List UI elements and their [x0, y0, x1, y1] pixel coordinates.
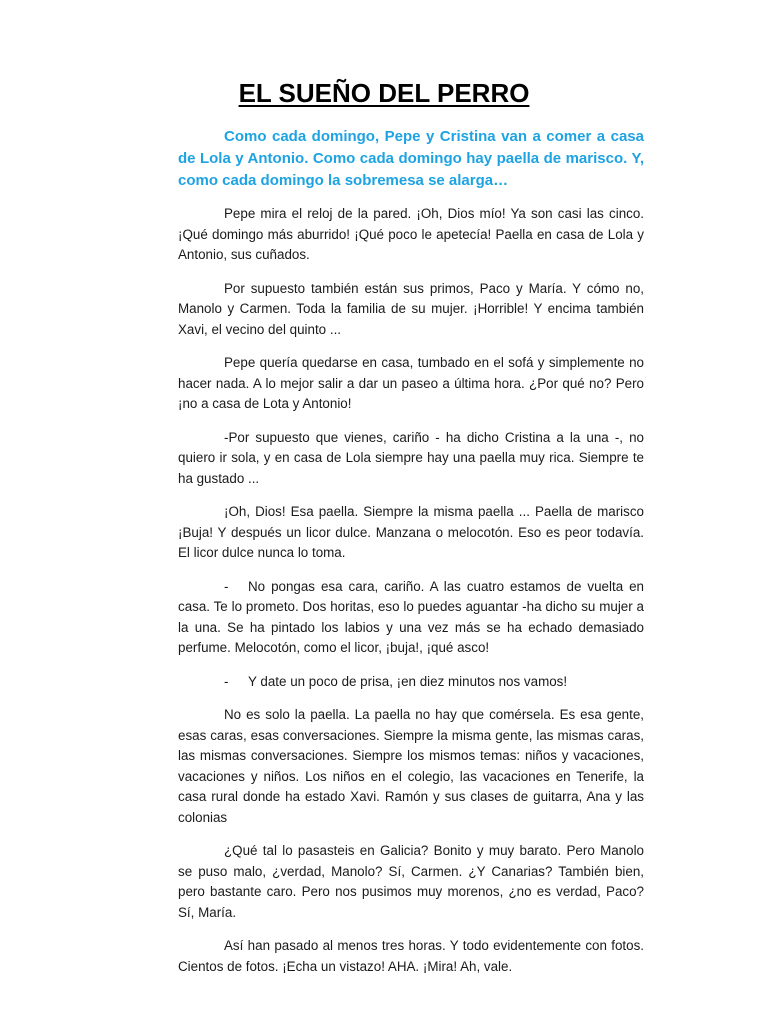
paragraph: ¿Qué tal lo pasasteis en Galicia? Bonito y muy barato. Pero Manolo se puso malo, ¿verdad, Manolo? Sí, Carmen. ¿Y Canarias? También bien, pero bastante caro. Pero nos pusimos muy morenos, ¿no es verdad, Paco? Sí, María.	[178, 843, 644, 920]
paragraph: No es solo la paella. La paella no hay que comérsela. Es esa gente, esas caras, esas conversaciones. Siempre la misma gente, las mismas caras, las mismas conversaciones. Siempre los mismos temas: niños y vacaciones, vacaciones y niños. Los niños en el colegio, las vacaciones en Tenerife, la casa rural donde ha estado Xavi. Ramón y sus clases de guitarra, Ana y las colonias	[178, 707, 644, 825]
document-title-text: EL SUEÑO DEL PERRO	[238, 78, 530, 108]
dash-marker: -	[224, 673, 229, 689]
paragraph: -Por supuesto que vienes, cariño - ha dicho Cristina a la una -, no quiero ir sola, y en casa de Lola siempre hay una paella muy rica. Siempre te ha gustado ...	[178, 429, 644, 486]
paragraph: Así han pasado al menos tres horas. Y todo evidentemente con fotos. Cientos de fotos. ¡Echa un vistazo! AHA. ¡Mira! Ah, vale.	[178, 938, 644, 974]
dialogue-text: No pongas esa cara, cariño. A las cuatro estamos de vuelta en casa. Te lo prometo. Dos horitas, eso lo puedes aguantar -ha dicho su mujer a la una. Se ha pintado los labios y una vez más se ha echado demasiado perfume. Melocotón, como el licor, ¡buja!, ¡qué asco!	[178, 578, 644, 655]
document-body	[178, 204, 644, 990]
dialogue-paragraph	[178, 672, 644, 693]
intro-paragraph: Como cada domingo, Pepe y Cristina van a comer a casa de Lola y Antonio. Como cada domingo hay paella de marisco. Y, como cada domingo la sobremesa se alarga…	[178, 128, 644, 189]
paragraph: Pepe quería quedarse en casa, tumbado en el sofá y simplemente no hacer nada. A lo mejor salir a dar un paseo a última hora. ¿Por qué no? Pero ¡no a casa de Lota y Antonio!	[178, 355, 644, 411]
dialogue-text: Y date un poco de prisa, ¡en diez minutos nos vamos!	[248, 673, 568, 689]
document-title	[0, 78, 768, 109]
dash-marker: -	[224, 578, 229, 594]
paragraph: Pepe mira el reloj de la pared. ¡Oh, Dios mío! Ya son casi las cinco. ¡Qué domingo más aburrido! ¡Qué poco le apetecía! Paella en casa de Lola y Antonio, sus cuñados.	[178, 206, 644, 262]
dialogue-paragraph	[178, 577, 644, 659]
paragraph: ¡Oh, Dios! Esa paella. Siempre la misma paella ... Paella de marisco ¡Buja! Y después un licor dulce. Manzana o melocotón. Eso es peor todavía. El licor dulce nunca lo toma.	[178, 504, 644, 560]
paragraph: Por supuesto también están sus primos, Paco y María. Y cómo no, Manolo y Carmen. Toda la familia de su mujer. ¡Horrible! Y encima también Xavi, el vecino del quinto ...	[178, 280, 644, 337]
